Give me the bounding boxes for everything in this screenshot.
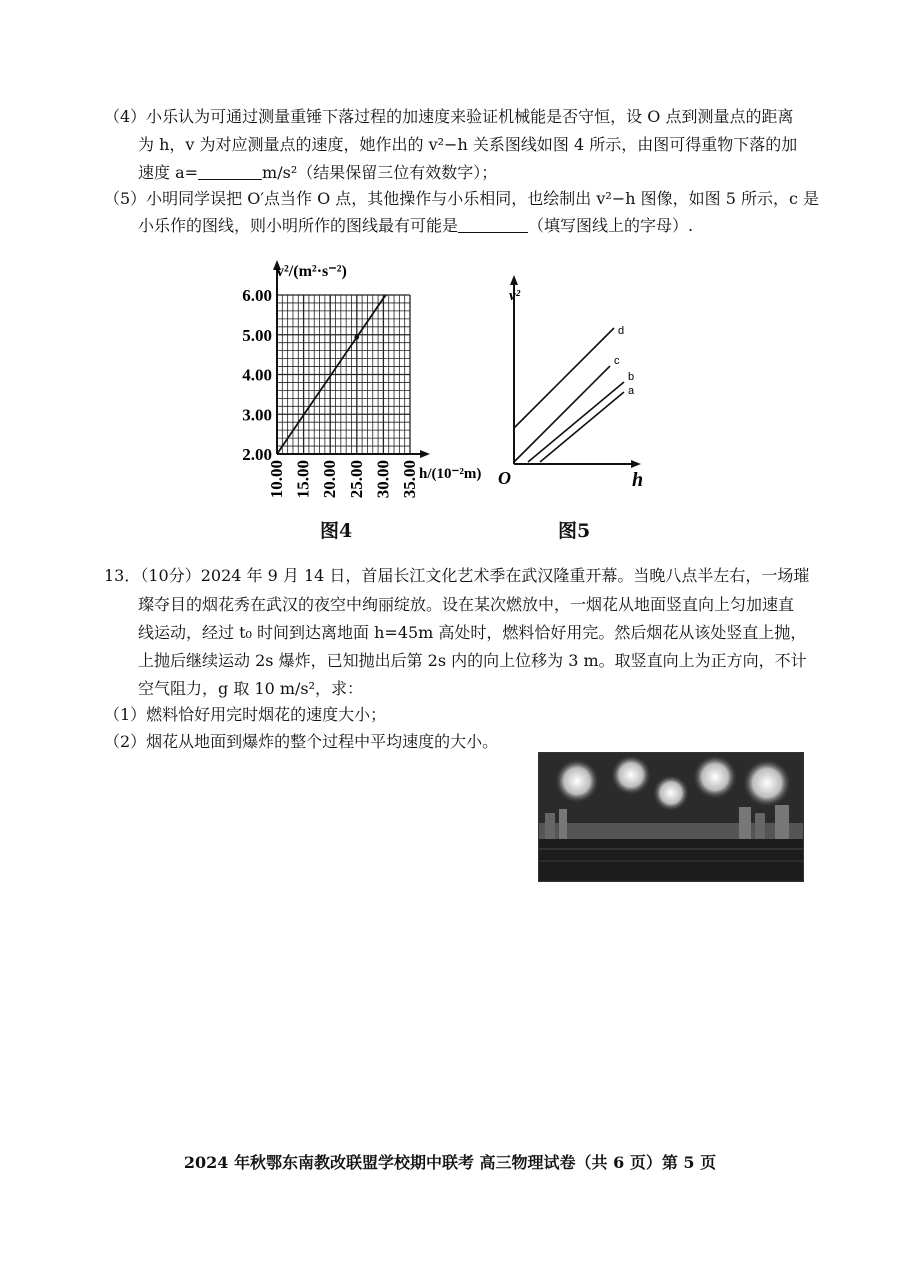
figure-4-x-arrow (420, 450, 430, 458)
q13-line3: 线运动，经过 t₀ 时间到达离地面 h=45m 高处时，燃料恰好用完。然后烟花从该处竖直上抛， (138, 623, 807, 642)
river-reflection (539, 839, 803, 881)
y-tick-label: 3.00 (242, 405, 272, 425)
y-tick-label: 2.00 (242, 445, 272, 464)
figure-5-line-a (540, 392, 624, 462)
firework-burst (653, 775, 689, 811)
fireworks-photo (538, 752, 804, 882)
q12-part4-line3 (138, 160, 497, 186)
q12-part4-line3-text-b: m/s²（结果保留三位有效数字）； (262, 163, 498, 182)
y-tick-label: 6.00 (242, 286, 272, 305)
fireworks-illustration (539, 753, 803, 881)
x-tick-label: 30.00 (373, 460, 393, 499)
figure-5-graph (496, 270, 666, 500)
x-tick-label: 15.00 (293, 460, 313, 499)
firework-burst (743, 759, 791, 807)
figure-5-label-a: a (628, 385, 635, 397)
q12-part5-line2 (138, 213, 693, 239)
answer-blank-line-letter (458, 216, 528, 233)
answer-blank-acceleration (198, 163, 262, 180)
q12-part4-line3-text-a: 速度 a= (138, 163, 199, 182)
q13-line1: 13．（10分）2024 年 9 月 14 日，首届长江文化艺术季在武汉隆重开幕。当晚八点半左右，一场璀 (104, 566, 810, 585)
q13-line5: 空气阻力，g 取 10 m/s²，求： (138, 679, 364, 698)
figure-5-x-arrow (631, 460, 641, 468)
firework-burst (693, 755, 737, 799)
q12-part4-line2: 为 h，v 为对应测量点的速度，她作出的 v²−h 关系图线如图 4 所示，由图可得重物下落的加 (138, 135, 798, 154)
x-tick-label: 25.00 (346, 460, 366, 499)
figure-5-caption: 图5 (558, 520, 591, 542)
q13-line2: 璨夺目的烟花秀在武汉的夜空中绚丽绽放。设在某次燃放中，一烟花从地面竖直向上匀加速直 (138, 595, 795, 614)
figure-5-x-axis-label: h (632, 469, 644, 491)
q12-part5-line2-text-b: （填写图线上的字母）. (528, 216, 694, 235)
firework-burst (611, 755, 651, 795)
figure-4-y-axis-label: v²/(m²·s⁻²) (276, 263, 347, 280)
x-tick-label: 10.00 (267, 460, 286, 499)
figure-5-y-axis-label: v² (509, 288, 521, 304)
y-tick-label: 4.00 (242, 365, 272, 385)
page-footer: 2024 年秋鄂东南教改联盟学校期中联考 高三物理试卷（共 6 页）第 5 页 (183, 1153, 717, 1172)
q12-part4-line1: （4）小乐认为可通过测量重锤下落过程的加速度来验证机械能是否守恒，设 O 点到测量点的距离 (104, 107, 794, 126)
figure-5-label-d: d (618, 325, 625, 337)
q13-subquestion-2: （2）烟花从地面到爆炸的整个过程中平均速度的大小。 (104, 732, 499, 751)
q13-subquestion-1: （1）燃料恰好用完时烟花的速度大小； (104, 705, 387, 724)
figure-4-grid (277, 295, 410, 454)
figure-5-line-b (528, 382, 624, 462)
x-tick-label: 35.00 (400, 460, 419, 499)
figure-5-label-b: b (628, 371, 635, 383)
q12-part5-line1: （5）小明同学误把 O′点当作 O 点，其他操作与小乐相同，也绘制出 v²−h 图像，如图 5 所示，c 是 (104, 189, 820, 208)
x-tick-label: 20.00 (320, 460, 340, 499)
figure-4-x-axis-label: h/(10⁻²m) (419, 466, 482, 482)
figure-5-label-c: c (614, 355, 620, 367)
q13-line4: 上抛后继续运动 2s 爆炸，已知抛出后第 2s 内的向上位移为 3 m。取竖直向上为正方向，不计 (138, 651, 807, 670)
data-point (354, 335, 359, 340)
figure-5-y-arrow (510, 275, 518, 285)
figure-4-graph (230, 258, 490, 518)
q12-part5-line2-text-a: 小乐作的图线，则小明所作的图线最有可能是 (138, 216, 459, 235)
y-tick-label: 5.00 (242, 325, 272, 345)
figure-5-origin-label: O (498, 468, 511, 488)
firework-burst (555, 759, 599, 803)
figure-4-caption: 图4 (320, 520, 353, 542)
